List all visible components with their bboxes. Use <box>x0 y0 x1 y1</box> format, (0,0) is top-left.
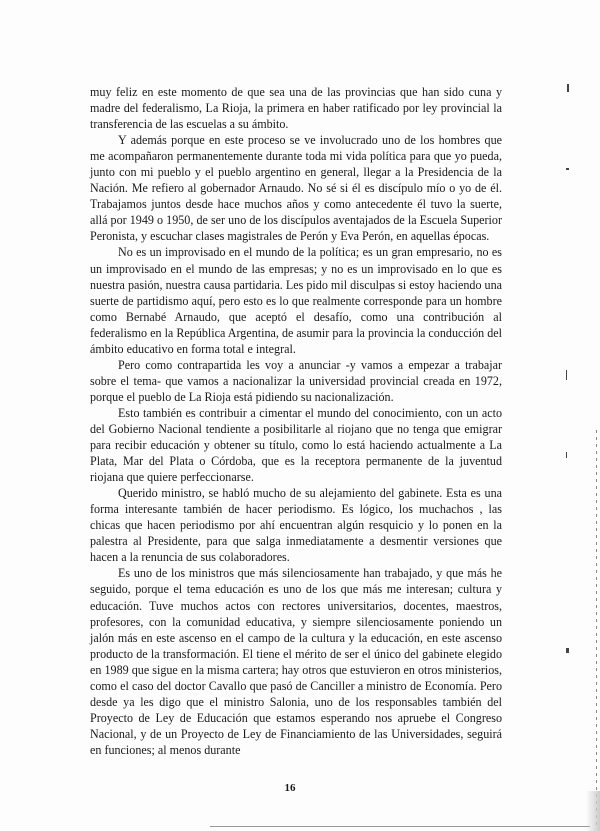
paragraph: Esto también es contribuir a cimentar el mundo del conocimiento, con un acto del Gobierno Nacional tendiente a posibilitarle al riojano que no tenga que emigrar para recibir educación y obtener su título, como lo está haciendo actualmente a La Plata, Mar del Plata o Córdoba, que es la receptora permanente de la juventud riojana que quiere perfeccionarse. <box>90 405 502 485</box>
scan-bottom-line <box>210 826 590 827</box>
paragraph: muy feliz en este momento de que sea una de las provincias que han sido cuna y madre del federalismo, La Rioja, la primera en haber ratificado por ley provincial la transferencia de las escuelas a su ámbito. <box>90 85 502 132</box>
scan-mark <box>566 370 567 380</box>
paragraph: No es un improvisado en el mundo de la política; es un gran empresario, no es un improvisado en el mundo de las empresas; y no es un improvisado en lo que es nuestra pasión, nuestra causa partidaria. Les pido mil disculpas si estoy haciendo una suerte de partidismo aquí, pero esto es lo que realmente corresponde para un hombre como Bernabé Arnaudo, que aceptó el desafío, como una contribución al federalismo en la República Argentina, de asumir para la provincia la conducción del ámbito educativo en forma total e integral. <box>90 245 502 356</box>
paragraph: Querido ministro, se habló mucho de su alejamiento del gabinete. Esta es una forma interesante también de hacer periodismo. Es lógico, los muchachos , las chicas que hacen periodismo por ahí encuentran algún resquicio y lo ponen en la palestra al Presidente, para que salga inmediatamente a desmentir versiones que hacen a la renuncia de sus colaboradores. <box>90 486 502 565</box>
page-number: 16 <box>284 782 296 794</box>
paragraph: Pero como contrapartida les voy a anunciar -y vamos a empezar a trabajar sobre el tema- que vamos a nacionalizar la universidad provincial creada en 1972, porque el pueblo de La Rioja está pidiendo su nacionalización. <box>90 357 502 404</box>
scan-corner-shadow <box>586 791 600 831</box>
scan-mark <box>566 452 567 458</box>
paragraph: Y además porque en este proceso se ve involucrado uno de los hombres que me acompañaron permanentemente durante toda mi vida política para que yo pueda, junto con mi pueblo y el pueblo argentino en general, llegar a la Presidencia de la Nación. Me refiero al gobernador Arnaudo. No sé si él es discípulo mío o yo de él. Trabajamos juntos desde hace muchos años y como antecedente él tuvo la suerte, allá por 1949 o 1950, de ser uno de los discípulos aventajados de la Escuela Superior Peronista, y escuchar clases magistrales de Perón y Eva Perón, en aquellas épocas. <box>90 133 502 244</box>
scan-mark <box>566 168 569 170</box>
scan-mark <box>566 648 569 653</box>
scan-edge-line <box>596 430 597 825</box>
paragraph: Es uno de los ministros que más silenciosamente han trabajado, y que más he seguido, porque el tema educación es uno de los que más me interesan; cultura y educación. Tuve muchos actos con rectores universitarios, docentes, maestros, profesores, con la comunidad educativa, y siempre silenciosamente poniendo un jalón más en este ascenso en el campo de la cultura y la educación, en este ascenso producto de la transformación. El tiene el mérito de ser el único del gabinete elegido en 1989 que sigue en la misma cartera; hay otros que estuvieron en otros ministerios, como el caso del doctor Cavallo que pasó de Canciller a ministro de Economía. Pero desde ya les digo que el ministro Salonia, uno de los responsables también del Proyecto de Ley de Educación que estamos esperando nos apruebe el Congreso Nacional, y de un Proyecto de Ley de Financiamiento de las Universidades, seguirá en funciones; al menos durante <box>90 566 502 757</box>
body-text <box>90 84 502 758</box>
scan-mark <box>567 84 569 92</box>
